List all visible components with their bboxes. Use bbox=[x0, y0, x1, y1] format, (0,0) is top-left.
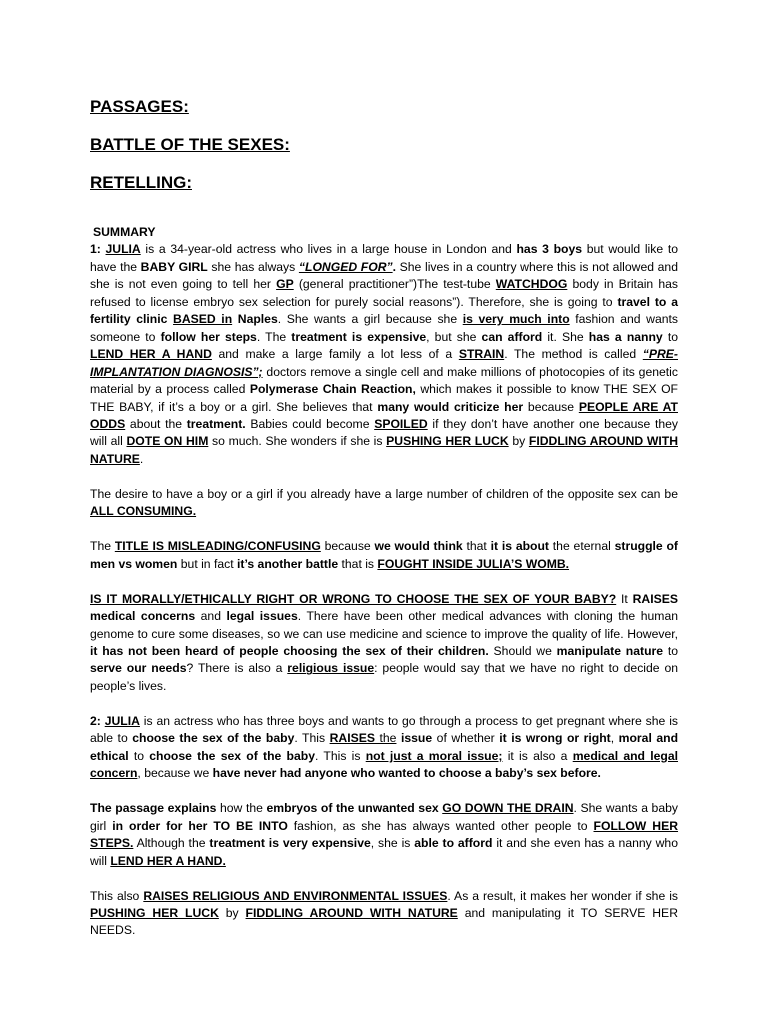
emphasis-text: choose the sex of the baby bbox=[132, 731, 295, 746]
emphasis-text: PUSHING HER LUCK bbox=[386, 434, 509, 449]
emphasis-text: WATCHDOG bbox=[495, 277, 568, 292]
emphasis-text: many would criticize her bbox=[377, 399, 524, 414]
emphasis-text: serve our needs bbox=[90, 661, 187, 676]
paragraph-4: IS IT MORALLY/ETHICALLY RIGHT OR WRONG TO CHOOSE THE SEX OF YOUR BABY? It RAISES medical concerns and legal issues. There have been other medical advances with cloning the human genome to cure some diseases, so we can use medicine and science to improve the quality of life. However, it has not been heard of people choosing the sex of their children. Should we manipulate nature to serve our needs? There is also a religious issue: people would say that we have no right to decide on people’s lives. bbox=[90, 591, 679, 693]
emphasis-text: treatment. bbox=[186, 416, 246, 431]
emphasis-text: 2: bbox=[90, 713, 105, 728]
emphasis-text: GP bbox=[276, 277, 294, 292]
emphasis-text: religious issue bbox=[287, 661, 375, 676]
emphasis-text: it’s another battle bbox=[237, 556, 339, 571]
emphasis-text: Naples bbox=[237, 312, 278, 327]
emphasis-text: can afford bbox=[481, 329, 543, 344]
emphasis-text: medical and legal concern bbox=[90, 748, 679, 781]
emphasis-text: FIDDLING AROUND WITH NATURE bbox=[90, 434, 678, 466]
document-body bbox=[90, 224, 678, 940]
paragraph-3: The TITLE IS MISLEADING/CONFUSING because we would think that it is about the eternal struggle of men vs women but in fact it’s another battle that is FOUGHT INSIDE JULIA’S WOMB. bbox=[90, 539, 678, 571]
summary-label: SUMMARY bbox=[93, 225, 156, 239]
emphasis-text: LEND HER A HAND. bbox=[110, 853, 226, 868]
emphasis-text: JULIA bbox=[105, 242, 141, 257]
heading-passages: PASSAGES: bbox=[90, 97, 189, 116]
emphasis-text: 1: bbox=[90, 242, 106, 257]
paragraph-6: The passage explains how the embryos of the unwanted sex GO DOWN THE DRAIN. She wants a baby girl in order for her TO BE INTO fashion, as she has always wanted other people to FOLLOW HER STEPS. Although the treatment is very expensive, she is able to afford it and she even has a nanny who will LEND HER A HAND. bbox=[90, 801, 679, 868]
emphasis-text: struggle of men vs women bbox=[90, 539, 678, 571]
emphasis-text: SPOILED bbox=[374, 416, 428, 431]
emphasis-text: BABY GIRL bbox=[140, 259, 208, 274]
emphasis-text: choose the sex of the baby bbox=[149, 748, 315, 763]
emphasis-text: treatment is expensive bbox=[291, 329, 427, 344]
emphasis-text: follow her steps bbox=[160, 329, 257, 344]
emphasis-text: able to afford bbox=[414, 836, 493, 851]
emphasis-text: has a nanny bbox=[588, 329, 663, 344]
emphasis-text: RAISES medical concerns bbox=[90, 591, 679, 624]
paragraph-1: 1: JULIA is a 34-year-old actress who lives in a large house in London and has 3 boys but would like to have the BABY GIRL she has always “LONGED FOR”. She lives in a country where this is not allowed and she is not even going to tell her GP (general practitioner”)The test-tube WATCHDOG body in Britain has refused to license embryo sex selection for purely social reasons”). Therefore, she is going to travel to a fertility clinic BASED in Naples. She wants a girl because she is very much into fashion and wants someone to follow her steps. The treatment is expensive, but she can afford it. She has a nanny to LEND HER A HAND and make a large family a lot less of a STRAIN. The method is called “PRE-IMPLANTATION DIAGNOSIS”; doctors remove a single cell and make millions of photocopies of its genetic material by a process called Polymerase Chain Reaction, which makes it possible to know THE SEX OF THE BABY, if it’s a boy or a girl. She believes that many would criticize her because PEOPLE ARE AT ODDS about the treatment. Babies could become SPOILED if they don’t have another one because they will all DOTE ON HIM so much. She wonders if she is PUSHING HER LUCK by FIDDLING AROUND WITH NATURE. bbox=[90, 242, 679, 466]
paragraph-7: This also RAISES RELIGIOUS AND ENVIRONMENTAL ISSUES. As a result, it makes her wonder if she is PUSHING HER LUCK by FIDDLING AROUND WITH NATURE and manipulating it TO SERVE HER NEEDS. bbox=[90, 888, 678, 938]
emphasis-text: manipulate nature bbox=[556, 644, 664, 659]
emphasis-text: JULIA bbox=[104, 713, 140, 728]
heading-battle-of-the-sexes: BATTLE OF THE SEXES: bbox=[90, 135, 290, 154]
emphasis-text: it has not been heard of people choosing the sex of their children. bbox=[90, 644, 489, 659]
emphasis-text: TO BE INTO bbox=[213, 818, 288, 833]
emphasis-text: The passage explains bbox=[90, 801, 217, 816]
emphasis-text: PUSHING HER LUCK bbox=[90, 905, 219, 920]
emphasis-text: PEOPLE ARE AT ODDS bbox=[90, 399, 678, 431]
emphasis-text: it is wrong or right bbox=[499, 731, 611, 746]
emphasis-text: LEND HER A HAND bbox=[90, 347, 212, 362]
emphasis-text: STRAIN bbox=[458, 347, 505, 362]
emphasis-text: “PRE-IMPLANTATION DIAGNOSIS”; bbox=[90, 347, 678, 379]
emphasis-text: is very much into bbox=[462, 312, 570, 327]
emphasis-text: “LONGED FOR” bbox=[298, 259, 393, 274]
emphasis-text: the bbox=[379, 731, 397, 746]
emphasis-text: DOTE ON HIM bbox=[126, 434, 209, 449]
emphasis-text: FOUGHT INSIDE JULIA’S WOMB. bbox=[377, 556, 570, 571]
emphasis-text: IS IT MORALLY/ETHICALLY RIGHT OR WRONG TO CHOOSE THE SEX OF YOUR BABY? bbox=[90, 591, 617, 606]
emphasis-text: BASED in bbox=[173, 312, 233, 327]
emphasis-text: TITLE IS MISLEADING/CONFUSING bbox=[114, 539, 321, 554]
emphasis-text: we would think bbox=[374, 539, 463, 554]
paragraph-2: The desire to have a boy or a girl if you already have a large number of children of the opposite sex can be ALL CONSUMING. bbox=[90, 486, 678, 519]
emphasis-text: in order for her bbox=[112, 818, 208, 833]
paragraph-5: 2: JULIA is an actress who has three boys and wants to go through a process to get pregnant where she is able to choose the sex of the baby. This RAISES the issue of whether it is wrong or right, moral and ethical to choose the sex of the baby. This is not just a moral issue; it is also a medical and legal concern, because we have never had anyone who wanted to choose a baby’s sex before. bbox=[90, 713, 679, 781]
emphasis-text: Polymerase Chain Reaction, bbox=[249, 382, 416, 397]
emphasis-text: ALL CONSUMING. bbox=[90, 504, 197, 519]
emphasis-text: moral and ethical bbox=[90, 731, 679, 763]
emphasis-text: has 3 boys bbox=[516, 242, 583, 257]
emphasis-text: have never had anyone who wanted to choose a baby’s sex before. bbox=[212, 766, 601, 781]
emphasis-text: issue bbox=[400, 731, 433, 746]
emphasis-text: RAISES RELIGIOUS AND ENVIRONMENTAL ISSUES bbox=[143, 888, 448, 903]
emphasis-text: . bbox=[392, 259, 396, 274]
emphasis-text: RAISES bbox=[329, 731, 380, 746]
emphasis-text: it is about bbox=[490, 539, 549, 554]
emphasis-text: GO DOWN THE DRAIN bbox=[442, 801, 574, 816]
emphasis-text: legal issues bbox=[226, 609, 298, 624]
emphasis-text: travel to a fertility clinic bbox=[90, 294, 678, 327]
emphasis-text: FOLLOW HER STEPS. bbox=[90, 818, 679, 851]
emphasis-text: treatment is very expensive bbox=[209, 836, 371, 851]
emphasis-text: not just a moral issue; bbox=[365, 748, 503, 763]
emphasis-text: FIDDLING AROUND WITH NATURE bbox=[245, 905, 458, 920]
emphasis-text: embryos of the unwanted sex bbox=[266, 801, 439, 816]
heading-retelling: RETELLING: bbox=[90, 173, 192, 192]
